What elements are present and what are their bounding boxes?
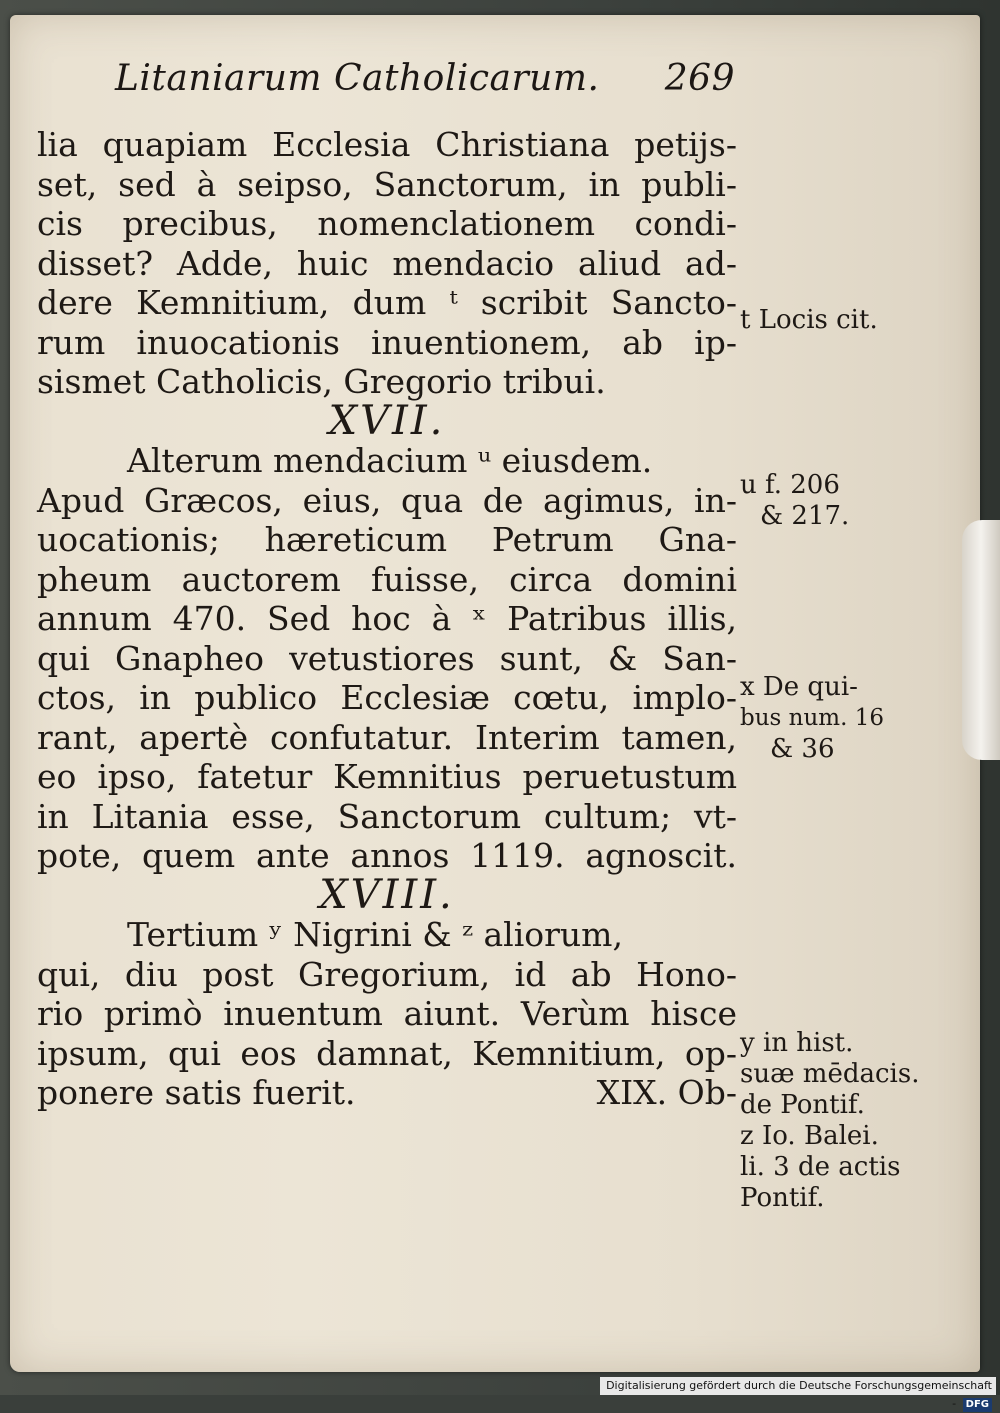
text-line: in Litania esse, Sanctorum cultum; vt- [37, 796, 737, 836]
text-line: annum 470. Sed hoc à ˣ Patribus illis, [37, 599, 737, 638]
section-heading-xvii: XVII. [328, 397, 446, 444]
running-head-title: Litaniarum Catholicarum. [115, 58, 600, 99]
running-head [115, 58, 735, 108]
text-line: pheum auctorem fuisse, circa domini [37, 559, 737, 599]
margin-note-line: de Pontif. [740, 1090, 865, 1120]
body-text [37, 125, 737, 1113]
margin-note-line: Pontif. [740, 1183, 825, 1213]
margin-note-line: u f. 206 [740, 470, 840, 500]
text-line: lia quapiam Ecclesia Christiana petijs- [37, 125, 737, 164]
text-line: eo ipso, fatetur Kemnitius peruetustum [37, 757, 737, 796]
text-line: cis precibus, nomenclationem condi- [37, 204, 737, 243]
margin-note-line: x De qui- [740, 672, 858, 702]
text-line: rant, apertè confutatur. Interim tamen, [37, 717, 737, 757]
digitization-footer [600, 1377, 996, 1410]
page-number: 269 [664, 58, 735, 99]
text-line: qui Gnapheo vetustiores sunt, & San- [37, 638, 737, 678]
text-line: ponere satis fuerit. [37, 1073, 356, 1112]
page-edge-strip [962, 520, 1000, 760]
text-line: rio primò inuentum aiunt. Verùm hisce [37, 994, 737, 1033]
text-line: ipsum, qui eos damnat, Kemnitium, op- [37, 1033, 737, 1073]
margin-note-z [740, 1121, 900, 1214]
margin-note-x [740, 672, 884, 765]
text-line: set, sed à seipso, Sanctorum, in publi- [37, 164, 737, 204]
margin-note-t [740, 305, 878, 336]
margin-note-line: suæ mēdacis. [740, 1059, 920, 1089]
margin-note-line: z Io. Balei. [740, 1121, 879, 1151]
margin-note-line: t Locis cit. [740, 305, 878, 335]
text-line: uocationis; hæreticum Petrum Gna- [37, 520, 737, 559]
text-line: qui, diu post Gregorium, id ab Hono- [37, 954, 737, 994]
margin-note-line: & 217. [760, 501, 850, 531]
text-line: Alterum mendacium ᵘ eiusdem. [127, 441, 653, 480]
margin-note-line: bus num. 16 [740, 705, 884, 731]
section-heading-xviii: XVIII. [319, 871, 455, 918]
text-line-with-catchword [37, 1073, 737, 1113]
text-line: ctos, in publico Ecclesiæ cœtu, implo- [37, 678, 737, 717]
text-line: sismet Catholicis, Gregorio tribui. [37, 362, 606, 401]
dfg-logo-icon: DFG [963, 1398, 992, 1412]
text-line: pote, quem ante annos 1119. agnoscit. [37, 836, 737, 875]
footer-text: Digitalisierung gefördert durch die Deutsche Forschungsgemeinschaft - [606, 1379, 992, 1410]
text-line: disset? Adde, huic mendacio aliud ad- [37, 243, 737, 283]
margin-note-line: li. 3 de actis [740, 1152, 901, 1182]
margin-note-line: y in hist. [740, 1028, 854, 1058]
text-line: rum inuocationis inuentionem, ab ip- [37, 322, 737, 362]
margin-note-line: & 36 [770, 734, 835, 764]
text-line: Apud Græcos, eius, qua de agimus, in- [37, 480, 737, 520]
margin-note-y [740, 1028, 919, 1121]
catchword: XIX. Ob- [596, 1073, 737, 1112]
text-line: dere Kemnitium, dum ᵗ scribit Sancto- [37, 283, 737, 322]
margin-note-u [740, 470, 849, 532]
text-line: Tertium ʸ Nigrini & ᶻ aliorum, [127, 915, 623, 954]
